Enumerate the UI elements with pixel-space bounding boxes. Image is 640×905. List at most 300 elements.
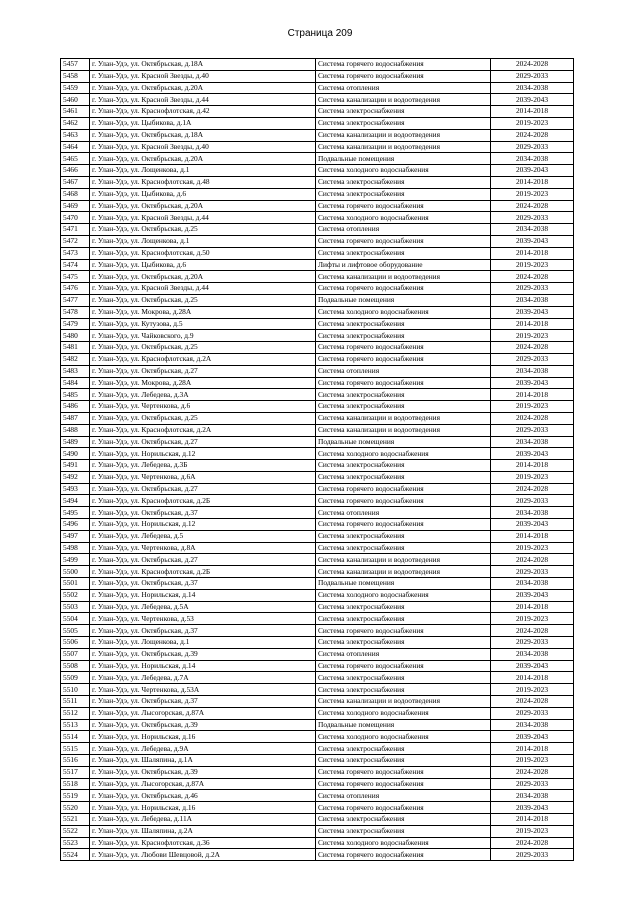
system-cell: Подвальные помещения [316,719,491,731]
system-cell: Система горячего водоснабжения [316,766,491,778]
period-cell: 2034-2038 [491,648,574,660]
row-number-cell: 5501 [61,578,90,590]
row-number-cell: 5478 [61,306,90,318]
row-number-cell: 5470 [61,212,90,224]
period-cell: 2024-2028 [491,483,574,495]
row-number-cell: 5479 [61,318,90,330]
address-cell: г. Улан-Удэ, ул. Чертенкова, д.6 [90,401,316,413]
period-cell: 2024-2028 [491,59,574,71]
address-cell: г. Улан-Удэ, ул. Октябрьская, д.27 [90,365,316,377]
address-cell: г. Улан-Удэ, ул. Лебедева, д.7А [90,672,316,684]
table-row [61,672,574,684]
row-number-cell: 5469 [61,200,90,212]
table-row [61,294,574,306]
address-cell: г. Улан-Удэ, ул. Октябрьская, д.27 [90,483,316,495]
table-row [61,625,574,637]
row-number-cell: 5517 [61,766,90,778]
period-cell: 2014-2018 [491,530,574,542]
table-row [61,743,574,755]
period-cell: 2014-2018 [491,389,574,401]
period-cell: 2034-2038 [491,790,574,802]
row-number-cell: 5505 [61,625,90,637]
table-row [61,247,574,259]
period-cell: 2039-2043 [491,377,574,389]
table-row [61,365,574,377]
row-number-cell: 5504 [61,613,90,625]
registry-table-body [61,59,574,861]
table-row [61,141,574,153]
table-row [61,330,574,342]
row-number-cell: 5497 [61,530,90,542]
row-number-cell: 5499 [61,554,90,566]
row-number-cell: 5465 [61,153,90,165]
system-cell: Система горячего водоснабжения [316,483,491,495]
period-cell: 2019-2023 [491,755,574,767]
address-cell: г. Улан-Удэ, ул. Норильская, д.12 [90,448,316,460]
system-cell: Подвальные помещения [316,294,491,306]
period-cell: 2039-2043 [491,660,574,672]
system-cell: Система отопления [316,365,491,377]
table-row [61,117,574,129]
period-cell: 2039-2043 [491,448,574,460]
period-cell: 2024-2028 [491,766,574,778]
period-cell: 2034-2038 [491,224,574,236]
period-cell: 2024-2028 [491,342,574,354]
system-cell: Система электроснабжения [316,637,491,649]
row-number-cell: 5473 [61,247,90,259]
table-row [61,495,574,507]
address-cell: г. Улан-Удэ, ул. Краснофлотская, д.2Б [90,495,316,507]
period-cell: 2014-2018 [491,318,574,330]
period-cell: 2014-2018 [491,176,574,188]
table-row [61,613,574,625]
address-cell: г. Улан-Удэ, ул. Лебедева, д.9А [90,743,316,755]
period-cell: 2014-2018 [491,601,574,613]
address-cell: г. Улан-Удэ, ул. Чертенкова, д.8А [90,542,316,554]
address-cell: г. Улан-Удэ, ул. Лебедева, д.5 [90,530,316,542]
period-cell: 2024-2028 [491,696,574,708]
system-cell: Система холодного водоснабжения [316,306,491,318]
period-cell: 2029-2033 [491,566,574,578]
system-cell: Система горячего водоснабжения [316,849,491,861]
row-number-cell: 5474 [61,259,90,271]
system-cell: Система горячего водоснабжения [316,353,491,365]
address-cell: г. Улан-Удэ, ул. Краснофлотская, д.2Б [90,566,316,578]
system-cell: Система горячего водоснабжения [316,625,491,637]
row-number-cell: 5476 [61,283,90,295]
table-row [61,70,574,82]
system-cell: Система холодного водоснабжения [316,212,491,224]
row-number-cell: 5475 [61,271,90,283]
row-number-cell: 5492 [61,471,90,483]
address-cell: г. Улан-Удэ, ул. Лощенкова, д.1 [90,165,316,177]
table-row [61,696,574,708]
row-number-cell: 5489 [61,436,90,448]
row-number-cell: 5523 [61,837,90,849]
table-row [61,542,574,554]
period-cell: 2029-2033 [491,849,574,861]
system-cell: Подвальные помещения [316,436,491,448]
row-number-cell: 5521 [61,814,90,826]
system-cell: Система электроснабжения [316,318,491,330]
table-row [61,401,574,413]
row-number-cell: 5509 [61,672,90,684]
system-cell: Система отопления [316,648,491,660]
address-cell: г. Улан-Удэ, ул. Лысогорская, д.87А [90,778,316,790]
row-number-cell: 5495 [61,507,90,519]
address-cell: г. Улан-Удэ, ул. Красной Звезды, д.40 [90,70,316,82]
system-cell: Система электроснабжения [316,471,491,483]
table-row [61,731,574,743]
address-cell: г. Улан-Удэ, ул. Октябрьская, д.20А [90,82,316,94]
table-row [61,637,574,649]
row-number-cell: 5462 [61,117,90,129]
row-number-cell: 5524 [61,849,90,861]
address-cell: г. Улан-Удэ, ул. Краснофлотская, д.42 [90,106,316,118]
system-cell: Система электроснабжения [316,755,491,767]
system-cell: Система электроснабжения [316,672,491,684]
row-number-cell: 5513 [61,719,90,731]
address-cell: г. Улан-Удэ, ул. Октябрьская, д.25 [90,294,316,306]
address-cell: г. Улан-Удэ, ул. Мокрова, д.28А [90,306,316,318]
table-row [61,377,574,389]
period-cell: 2029-2033 [491,353,574,365]
address-cell: г. Улан-Удэ, ул. Октябрьская, д.39 [90,648,316,660]
system-cell: Система электроснабжения [316,743,491,755]
period-cell: 2039-2043 [491,802,574,814]
period-cell: 2029-2033 [491,70,574,82]
table-row [61,483,574,495]
row-number-cell: 5522 [61,825,90,837]
table-row [61,755,574,767]
system-cell: Система канализации и водоотведения [316,566,491,578]
address-cell: г. Улан-Удэ, ул. Красной Звезды, д.44 [90,94,316,106]
system-cell: Лифты и лифтовое оборудование [316,259,491,271]
address-cell: г. Улан-Удэ, ул. Октябрьская, д.37 [90,625,316,637]
table-row [61,412,574,424]
table-row [61,684,574,696]
table-row [61,82,574,94]
table-row [61,353,574,365]
table-row [61,165,574,177]
system-cell: Система электроснабжения [316,684,491,696]
row-number-cell: 5498 [61,542,90,554]
period-cell: 2034-2038 [491,507,574,519]
system-cell: Система электроснабжения [316,117,491,129]
period-cell: 2029-2033 [491,141,574,153]
row-number-cell: 5491 [61,460,90,472]
table-row [61,778,574,790]
system-cell: Система отопления [316,790,491,802]
row-number-cell: 5459 [61,82,90,94]
table-row [61,448,574,460]
row-number-cell: 5472 [61,235,90,247]
row-number-cell: 5506 [61,637,90,649]
address-cell: г. Улан-Удэ, ул. Октябрьская, д.37 [90,578,316,590]
address-cell: г. Улан-Удэ, ул. Норильская, д.14 [90,589,316,601]
row-number-cell: 5520 [61,802,90,814]
system-cell: Система электроснабжения [316,601,491,613]
system-cell: Система электроснабжения [316,814,491,826]
system-cell: Система горячего водоснабжения [316,342,491,354]
row-number-cell: 5477 [61,294,90,306]
system-cell: Система горячего водоснабжения [316,802,491,814]
system-cell: Система канализации и водоотведения [316,424,491,436]
row-number-cell: 5458 [61,70,90,82]
period-cell: 2014-2018 [491,106,574,118]
table-row [61,59,574,71]
address-cell: г. Улан-Удэ, ул. Лебедева, д.3Б [90,460,316,472]
table-row [61,589,574,601]
row-number-cell: 5488 [61,424,90,436]
period-cell: 2034-2038 [491,294,574,306]
system-cell: Система электроснабжения [316,330,491,342]
system-cell: Система электроснабжения [316,247,491,259]
address-cell: г. Улан-Удэ, ул. Октябрьская, д.20А [90,200,316,212]
row-number-cell: 5484 [61,377,90,389]
period-cell: 2039-2043 [491,235,574,247]
row-number-cell: 5503 [61,601,90,613]
period-cell: 2024-2028 [491,200,574,212]
system-cell: Система отопления [316,82,491,94]
row-number-cell: 5502 [61,589,90,601]
period-cell: 2029-2033 [491,283,574,295]
table-row [61,554,574,566]
address-cell: г. Улан-Удэ, ул. Краснофлотская, д.2А [90,353,316,365]
row-number-cell: 5512 [61,707,90,719]
period-cell: 2029-2033 [491,637,574,649]
system-cell: Система электроснабжения [316,613,491,625]
system-cell: Система холодного водоснабжения [316,448,491,460]
system-cell: Подвальные помещения [316,578,491,590]
address-cell: г. Улан-Удэ, ул. Октябрьская, д.39 [90,766,316,778]
period-cell: 2014-2018 [491,460,574,472]
system-cell: Система канализации и водоотведения [316,129,491,141]
period-cell: 2014-2018 [491,743,574,755]
address-cell: г. Улан-Удэ, ул. Октябрьская, д.20А [90,271,316,283]
system-cell: Система канализации и водоотведения [316,412,491,424]
table-row [61,342,574,354]
row-number-cell: 5481 [61,342,90,354]
period-cell: 2034-2038 [491,82,574,94]
period-cell: 2039-2043 [491,94,574,106]
period-cell: 2019-2023 [491,259,574,271]
address-cell: г. Улан-Удэ, ул. Лысогорская, д.87А [90,707,316,719]
table-row [61,648,574,660]
row-number-cell: 5457 [61,59,90,71]
system-cell: Система горячего водоснабжения [316,200,491,212]
table-row [61,318,574,330]
table-row [61,566,574,578]
address-cell: г. Улан-Удэ, ул. Лощенкова, д.1 [90,637,316,649]
row-number-cell: 5519 [61,790,90,802]
period-cell: 2039-2043 [491,731,574,743]
period-cell: 2029-2033 [491,707,574,719]
table-row [61,176,574,188]
row-number-cell: 5510 [61,684,90,696]
address-cell: г. Улан-Удэ, ул. Октябрьская, д.18А [90,59,316,71]
system-cell: Система горячего водоснабжения [316,495,491,507]
address-cell: г. Улан-Удэ, ул. Октябрьская, д.27 [90,436,316,448]
system-cell: Система горячего водоснабжения [316,519,491,531]
period-cell: 2024-2028 [491,412,574,424]
table-row [61,578,574,590]
address-cell: г. Улан-Удэ, ул. Норильская, д.16 [90,731,316,743]
row-number-cell: 5471 [61,224,90,236]
address-cell: г. Улан-Удэ, ул. Цыбикова, д.6 [90,188,316,200]
system-cell: Система горячего водоснабжения [316,377,491,389]
system-cell: Система электроснабжения [316,401,491,413]
period-cell: 2024-2028 [491,837,574,849]
address-cell: г. Улан-Удэ, ул. Мокрова, д.28А [90,377,316,389]
row-number-cell: 5511 [61,696,90,708]
address-cell: г. Улан-Удэ, ул. Октябрьская, д.25 [90,224,316,236]
system-cell: Система горячего водоснабжения [316,660,491,672]
table-row [61,306,574,318]
table-row [61,129,574,141]
system-cell: Система электроснабжения [316,542,491,554]
table-row [61,94,574,106]
row-number-cell: 5486 [61,401,90,413]
table-row [61,814,574,826]
period-cell: 2034-2038 [491,436,574,448]
system-cell: Система электроснабжения [316,176,491,188]
row-number-cell: 5490 [61,448,90,460]
address-cell: г. Улан-Удэ, ул. Чертенкова, д.53 [90,613,316,625]
system-cell: Система горячего водоснабжения [316,235,491,247]
row-number-cell: 5514 [61,731,90,743]
system-cell: Система отопления [316,507,491,519]
address-cell: г. Улан-Удэ, ул. Цыбикова, д.1А [90,117,316,129]
period-cell: 2039-2043 [491,165,574,177]
address-cell: г. Улан-Удэ, ул. Октябрьская, д.27 [90,554,316,566]
address-cell: г. Улан-Удэ, ул. Краснофлотская, д.50 [90,247,316,259]
address-cell: г. Улан-Удэ, ул. Лебедева, д.3А [90,389,316,401]
address-cell: г. Улан-Удэ, ул. Норильская, д.14 [90,660,316,672]
system-cell: Система горячего водоснабжения [316,283,491,295]
table-row [61,436,574,448]
table-row [61,106,574,118]
period-cell: 2029-2033 [491,778,574,790]
address-cell: г. Улан-Удэ, ул. Шаляпина, д.1А [90,755,316,767]
table-row [61,283,574,295]
row-number-cell: 5482 [61,353,90,365]
period-cell: 2019-2023 [491,684,574,696]
period-cell: 2024-2028 [491,129,574,141]
row-number-cell: 5460 [61,94,90,106]
row-number-cell: 5516 [61,755,90,767]
period-cell: 2029-2033 [491,424,574,436]
period-cell: 2029-2033 [491,495,574,507]
period-cell: 2034-2038 [491,365,574,377]
system-cell: Система электроснабжения [316,460,491,472]
table-row [61,849,574,861]
address-cell: г. Улан-Удэ, ул. Октябрьская, д.37 [90,696,316,708]
period-cell: 2019-2023 [491,471,574,483]
table-row [61,530,574,542]
registry-table [60,58,574,861]
row-number-cell: 5515 [61,743,90,755]
address-cell: г. Улан-Удэ, ул. Чертенкова, д.53А [90,684,316,696]
table-row [61,707,574,719]
table-row [61,766,574,778]
system-cell: Система электроснабжения [316,106,491,118]
table-row [61,825,574,837]
period-cell: 2024-2028 [491,625,574,637]
address-cell: г. Улан-Удэ, ул. Краснофлотская, д.48 [90,176,316,188]
system-cell: Система холодного водоснабжения [316,837,491,849]
row-number-cell: 5508 [61,660,90,672]
address-cell: г. Улан-Удэ, ул. Лебедева, д.5А [90,601,316,613]
row-number-cell: 5487 [61,412,90,424]
system-cell: Система холодного водоснабжения [316,731,491,743]
address-cell: г. Улан-Удэ, ул. Цыбикова, д.6 [90,259,316,271]
table-row [61,837,574,849]
system-cell: Подвальные помещения [316,153,491,165]
row-number-cell: 5480 [61,330,90,342]
row-number-cell: 5468 [61,188,90,200]
table-row [61,200,574,212]
row-number-cell: 5485 [61,389,90,401]
table-row [61,389,574,401]
table-row [61,519,574,531]
system-cell: Система канализации и водоотведения [316,554,491,566]
address-cell: г. Улан-Удэ, ул. Краснофлотская, д.36 [90,837,316,849]
table-row [61,601,574,613]
address-cell: г. Улан-Удэ, ул. Красной Звезды, д.40 [90,141,316,153]
period-cell: 2019-2023 [491,401,574,413]
table-row [61,271,574,283]
system-cell: Система электроснабжения [316,530,491,542]
period-cell: 2019-2023 [491,542,574,554]
page-title: Страница 209 [287,28,353,39]
period-cell: 2014-2018 [491,247,574,259]
period-cell: 2024-2028 [491,554,574,566]
address-cell: г. Улан-Удэ, ул. Лебедева, д.11А [90,814,316,826]
period-cell: 2039-2043 [491,306,574,318]
table-row [61,259,574,271]
table-row [61,719,574,731]
address-cell: г. Улан-Удэ, ул. Красной Звезды, д.44 [90,283,316,295]
table-row [61,471,574,483]
system-cell: Система электроснабжения [316,188,491,200]
period-cell: 2019-2023 [491,613,574,625]
system-cell: Система горячего водоснабжения [316,59,491,71]
address-cell: г. Улан-Удэ, ул. Октябрьская, д.37 [90,507,316,519]
period-cell: 2029-2033 [491,212,574,224]
row-number-cell: 5496 [61,519,90,531]
address-cell: г. Улан-Удэ, ул. Краснофлотская, д.2А [90,424,316,436]
system-cell: Система электроснабжения [316,389,491,401]
period-cell: 2014-2018 [491,814,574,826]
period-cell: 2034-2038 [491,719,574,731]
system-cell: Система канализации и водоотведения [316,271,491,283]
address-cell: г. Улан-Удэ, ул. Шаляпина, д.2А [90,825,316,837]
address-cell: г. Улан-Удэ, ул. Октябрьская, д.18А [90,129,316,141]
system-cell: Система холодного водоснабжения [316,589,491,601]
table-row [61,153,574,165]
system-cell: Система электроснабжения [316,825,491,837]
address-cell: г. Улан-Удэ, ул. Октябрьская, д.39 [90,719,316,731]
address-cell: г. Улан-Удэ, ул. Кутузова, д.5 [90,318,316,330]
address-cell: г. Улан-Удэ, ул. Лощенкова, д.1 [90,235,316,247]
period-cell: 2019-2023 [491,188,574,200]
table-row [61,235,574,247]
system-cell: Система канализации и водоотведения [316,141,491,153]
table-row [61,212,574,224]
row-number-cell: 5494 [61,495,90,507]
period-cell: 2034-2038 [491,153,574,165]
